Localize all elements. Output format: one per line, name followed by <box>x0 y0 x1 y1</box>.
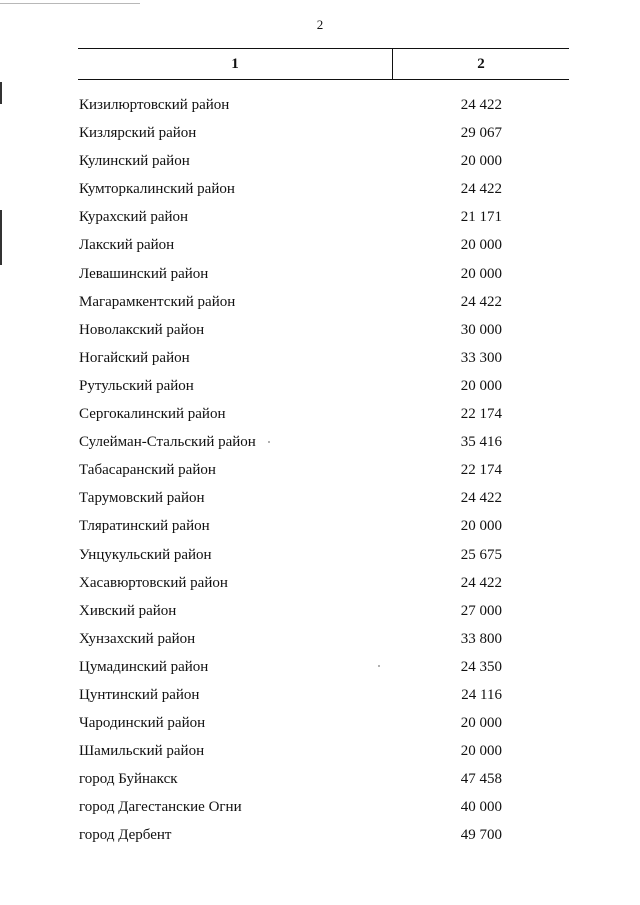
amount: 24 422 <box>460 181 502 198</box>
amount: 47 458 <box>460 771 502 788</box>
amount: 24 422 <box>460 293 502 310</box>
page-number: 2 <box>316 17 324 32</box>
amount: 24 422 <box>460 574 502 591</box>
table-row <box>0 601 640 629</box>
column-header-2: 2 <box>477 56 485 72</box>
district-name: Новолакский район <box>79 321 205 338</box>
amount: 20 000 <box>460 265 502 282</box>
district-name: Цумадинский район <box>79 658 209 675</box>
district-name: Хивский район <box>79 602 177 619</box>
amount: 20 000 <box>460 237 502 254</box>
table-row <box>0 460 640 488</box>
table-row <box>0 685 640 713</box>
district-name: Сергокалинский район <box>79 406 226 423</box>
district-name: Табасаранский район <box>79 462 216 479</box>
table-row <box>0 488 640 516</box>
amount: 24 422 <box>460 97 502 113</box>
district-name: Цунтинский район <box>79 686 200 703</box>
table-row <box>0 573 640 601</box>
amount: 20 000 <box>460 153 502 170</box>
table-row <box>0 797 640 825</box>
table-row <box>0 629 640 657</box>
table-row <box>0 264 640 292</box>
table-row <box>0 404 640 432</box>
amount: 20 000 <box>460 518 502 535</box>
district-name: Кизилюртовский район <box>79 97 230 113</box>
amount: 24 116 <box>461 686 502 703</box>
table-row <box>0 432 640 460</box>
table-row <box>0 207 640 235</box>
amount: 25 675 <box>460 546 502 563</box>
table-row <box>0 657 640 685</box>
table-row <box>0 769 640 797</box>
table-row <box>0 235 640 263</box>
scan-speck <box>378 665 380 667</box>
column-header-1: 1 <box>78 49 393 79</box>
district-name: Кумторкалинский район <box>79 181 235 198</box>
table-header <box>78 48 569 80</box>
district-name: Чародинский район <box>79 715 206 732</box>
table-row <box>0 713 640 741</box>
district-name: Лакский район <box>79 237 175 254</box>
table-row <box>0 320 640 348</box>
table-row <box>0 292 640 320</box>
table-row <box>0 151 640 179</box>
amount: 30 000 <box>460 321 502 338</box>
amount: 49 700 <box>460 827 502 844</box>
amount: 20 000 <box>460 377 502 394</box>
table-row <box>0 545 640 573</box>
table-row <box>0 376 640 404</box>
table-row <box>0 123 640 151</box>
amount: 29 067 <box>460 125 502 142</box>
table-row <box>0 825 640 853</box>
table-row <box>0 179 640 207</box>
amount: 33 800 <box>460 630 502 647</box>
amount: 22 174 <box>460 406 502 423</box>
district-name: Кизлярский район <box>79 125 197 142</box>
amount: 20 000 <box>460 743 502 760</box>
amount: 27 000 <box>460 602 502 619</box>
district-name: город Дербент <box>79 827 172 844</box>
table-row <box>0 348 640 376</box>
amount: 33 300 <box>460 349 502 366</box>
district-name: Кулинский район <box>79 153 190 170</box>
amount: 40 000 <box>460 799 502 816</box>
amount: 21 171 <box>460 209 502 226</box>
district-name: город Дагестанские Огни <box>79 799 242 816</box>
district-name: Ногайский район <box>79 349 190 366</box>
scan-edge-mark <box>0 3 140 4</box>
district-name: город Буйнакск <box>79 771 178 788</box>
table-row <box>0 95 640 123</box>
district-name: Магарамкентский район <box>79 293 236 310</box>
amount: 22 174 <box>460 462 502 479</box>
district-name: Тарумовский район <box>79 490 205 507</box>
table-row <box>0 741 640 769</box>
district-name: Курахский район <box>79 209 189 226</box>
district-name: Унцукульский район <box>79 546 212 563</box>
district-name: Тляратинский район <box>79 518 210 535</box>
scan-speck <box>268 441 270 443</box>
district-name: Левашинский район <box>79 265 209 282</box>
district-name: Хунзахский район <box>79 630 196 647</box>
amount: 24 350 <box>460 658 502 675</box>
district-name: Рутульский район <box>79 377 194 394</box>
amount: 20 000 <box>460 715 502 732</box>
district-name: Шамильский район <box>79 743 205 760</box>
amount: 24 422 <box>460 490 502 507</box>
table-body <box>0 95 640 854</box>
amount: 35 416 <box>460 434 502 451</box>
district-name: Хасавюртовский район <box>79 574 228 591</box>
table-row <box>0 516 640 544</box>
district-name: Сулейман-Стальский район <box>79 434 256 451</box>
